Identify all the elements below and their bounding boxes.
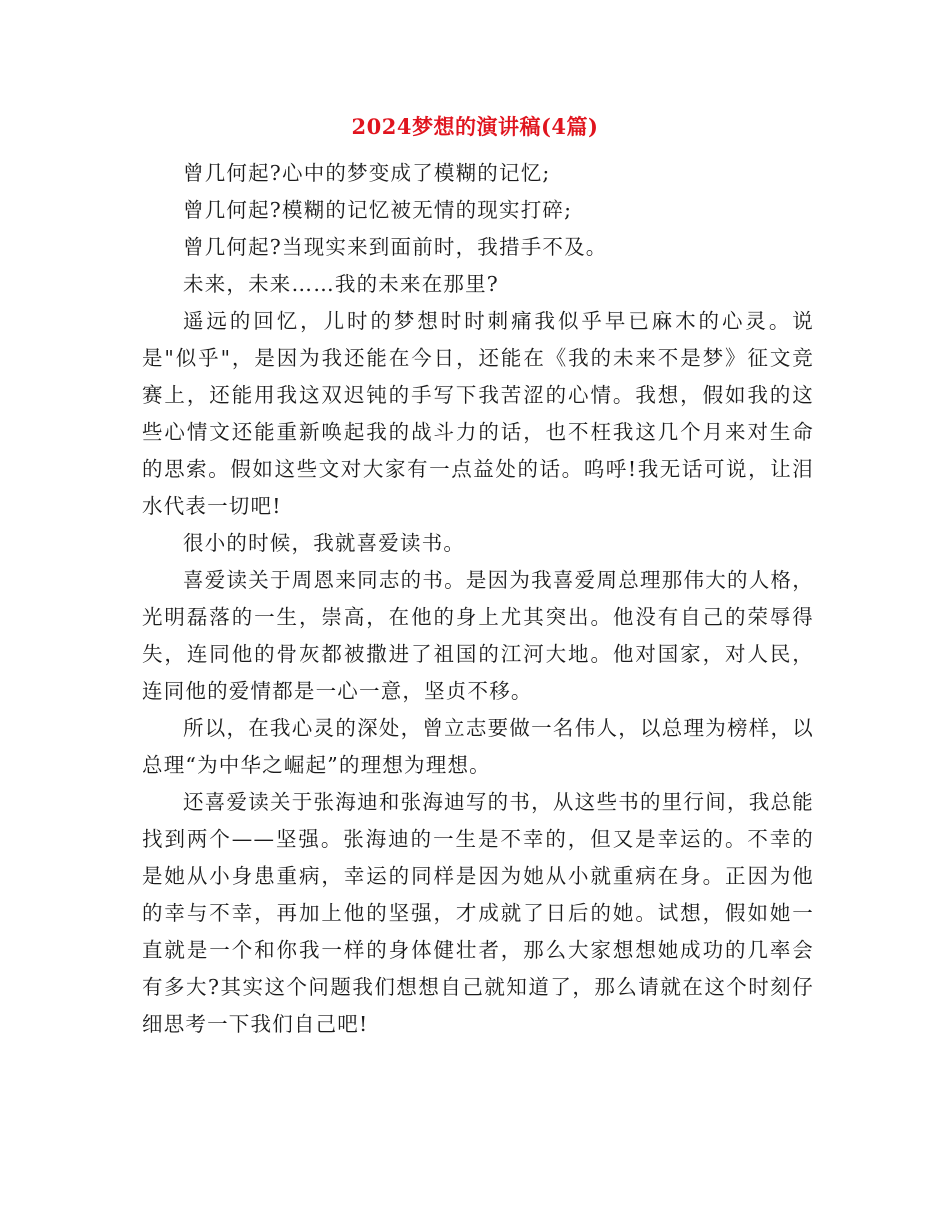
paragraph: 未来，未来……我的未来在那里? [183,272,499,296]
document-body [142,155,814,1043]
paragraph: 很小的时候，我就喜爱读书。 [183,531,466,555]
paragraph: 曾几何起?心中的梦变成了模糊的记忆; [183,161,551,185]
paragraph: 所以，在我心灵的深处，曾立志要做一名伟人，以总理为榜样，以总理“为中华之崛起”的理想为理想。 [142,716,814,777]
paragraph: 遥远的回忆，儿时的梦想时时刺痛我似乎早已麻木的心灵。说是"似乎"，是因为我还能在今日，还能在《我的未来不是梦》征文竞赛上，还能用我这双迟钝的手写下我苦涩的心情。我想，假如我的这些心情文还能重新唤起我的战斗力的话，也不枉我这几个月来对生命的思索。假如这些文对大家有一点益处的话。呜呼!我无话可说，让泪水代表一切吧! [142,309,814,518]
paragraph: 喜爱读关于周恩来同志的书。是因为我喜爱周总理那伟大的人格，光明磊落的一生，崇高，在他的身上尤其突出。他没有自己的荣辱得失，连同他的骨灰都被撒进了祖国的江河大地。他对国家，对人民，连同他的爱情都是一心一意，坚贞不移。 [142,568,814,703]
document-title: 2024梦想的演讲稿(4篇) [351,114,599,139]
paragraph: 曾几何起?模糊的记忆被无情的现实打碎; [183,198,573,222]
paragraph: 还喜爱读关于张海迪和张海迪写的书，从这些书的里行间，我总能找到两个——坚强。张海迪的一生是不幸的，但又是幸运的。不幸的是她从小身患重病，幸运的同样是因为她从小就重病在身。正因为他的幸与不幸，再加上他的坚强，才成就了日后的她。试想，假如她一直就是一个和你我一样的身体健壮者，那么大家想想她成功的几率会有多大?其实这个问题我们想想自己就知道了，那么请就在这个时刻仔细思考一下我们自己吧! [142,790,814,1036]
paragraph: 曾几何起?当现实来到面前时，我措手不及。 [183,235,608,259]
